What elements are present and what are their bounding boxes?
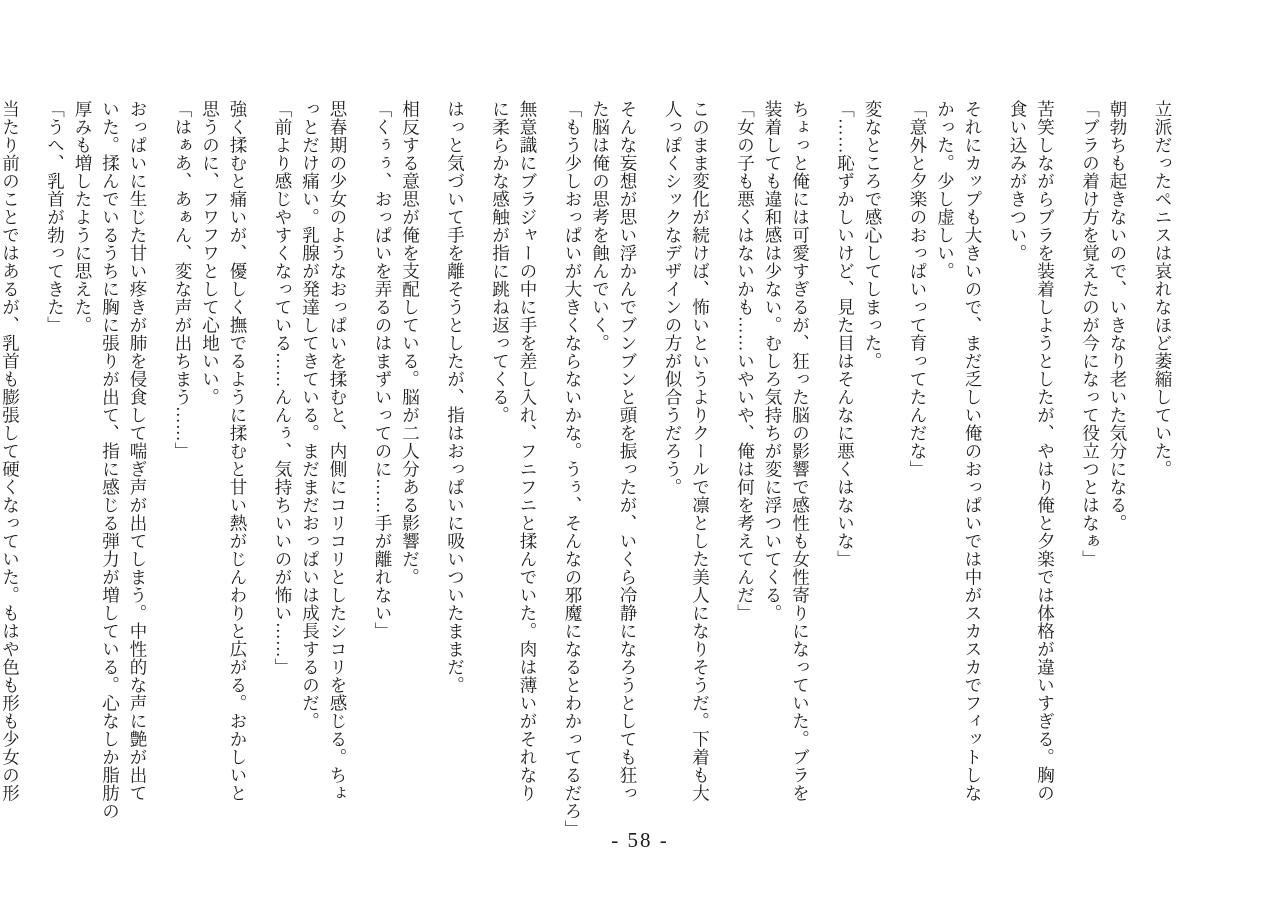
text-line: 「はぁあ、あぁん、変な声が出ちまう……」 [173, 100, 193, 460]
text-line: そんな妄想が思い浮かんでブンブンと頭を振ったが、いくら冷静になろうとしても狂っ [618, 100, 638, 802]
text-line: ちょっと俺には可愛すぎるが、狂った脳の影響で感性も女性寄りになっていた。ブラを [790, 100, 811, 802]
text-line: 装着しても違和感は少ない。むしろ気持ちが変に浮ついてくる。 [763, 100, 783, 622]
text-body [0, 100, 1176, 838]
text-line: かった。少し虚しい。 [935, 100, 956, 280]
text-line: 当たり前のことではあるが、乳首も膨張して硬くなっていた。もはや色も形も少女の形 [0, 100, 21, 802]
text-line: 「女の子も悪くはないかも……いやいや、俺は何を考えてんだ」 [735, 100, 756, 622]
text-line: それにカップも大きいので、まだ乏しい俺のおっぱいでは中がスカスカでフィットしな [963, 100, 983, 802]
text-line: 食い込みがきつい。 [1008, 100, 1028, 262]
text-line: 朝勃ちも起きないので、いきなり老いた気分になる。 [1108, 100, 1128, 532]
page-number: - 58 - [611, 828, 669, 852]
text-line: はっと気づいて手を離そうとしたが、指はおっぱいに吸いついたままだ。 [445, 100, 466, 694]
text-line: このまま変化が続けば、怖いというよりクールで凛とした美人になりそうだ。下着も大 [690, 100, 711, 802]
text-line: 「意外と夕楽のおっぱいって育ってたんだな」 [908, 100, 928, 478]
text-line: 立派だったペニスは哀れなほど萎縮していた。 [1153, 100, 1173, 478]
text-line: 思うのに、フワフワとして心地いい。 [200, 100, 221, 406]
text-line: 人っぽくシックなデザインの方が似合うだろう。 [663, 100, 683, 496]
text-line: いた。揉んでいるうちに胸に張りが出て、指に感じる弾力が増している。心なしか脂肪の [100, 100, 121, 820]
text-line: 厚みも増したように思えた。 [73, 100, 93, 334]
text-line: 「前より感じやすくなっている……んんぅ、気持ちいいのが怖い……」 [273, 100, 293, 676]
text-line: た脳は俺の思考を蝕んでいく。 [590, 100, 611, 352]
text-line: 「……恥ずかしいけど、見た目はそんなに悪くはないな」 [835, 100, 856, 568]
text-line: 「もう少しおっぱいが大きくならないかな。うぅ、そんなの邪魔になるとわかってるだろ」 [563, 100, 583, 838]
text-line: 「くぅぅ、おっぱいを弄るのはまずいってのに……手が離れない」 [373, 100, 393, 640]
text-line: 思春期の少女のようなおっぱいを揉むと、内側にコリコリとしたシコリを感じる。ちょ [328, 100, 348, 802]
text-line: おっぱいに生じた甘い疼きが肺を侵食して喘ぎ声が出てしまう。中性的な声に艶が出て [128, 100, 148, 802]
text-line: に柔らかな感触が指に跳ね返ってくる。 [490, 100, 511, 424]
text-line: 変なところで感心してしまった。 [863, 100, 883, 370]
text-line: 苦笑しながらブラを装着しようとしたが、やはり俺と夕楽では体格が違いすぎる。胸の [1035, 100, 1056, 802]
text-line: 「うへ、乳首が勃ってきた」 [45, 100, 66, 334]
text-line: 「ブラの着け方を覚えたのが今になって役立つとはなぁ」 [1080, 100, 1101, 568]
text-line: 強く揉むと痛いが、優しく撫でるように揉むと甘い熱がじんわりと広がる。おかしいと [228, 100, 248, 802]
text-line: 相反する意思が俺を支配している。脳が二人分ある影響だ。 [400, 100, 421, 586]
text-line: 無意識にブラジャーの中に手を差し入れ、フニフニと揉んでいた。肉は薄いがそれなり [518, 100, 538, 802]
text-line: っとだけ痛い。乳腺が発達してきている。まだまだおっぱいは成長するのだ。 [300, 100, 321, 730]
